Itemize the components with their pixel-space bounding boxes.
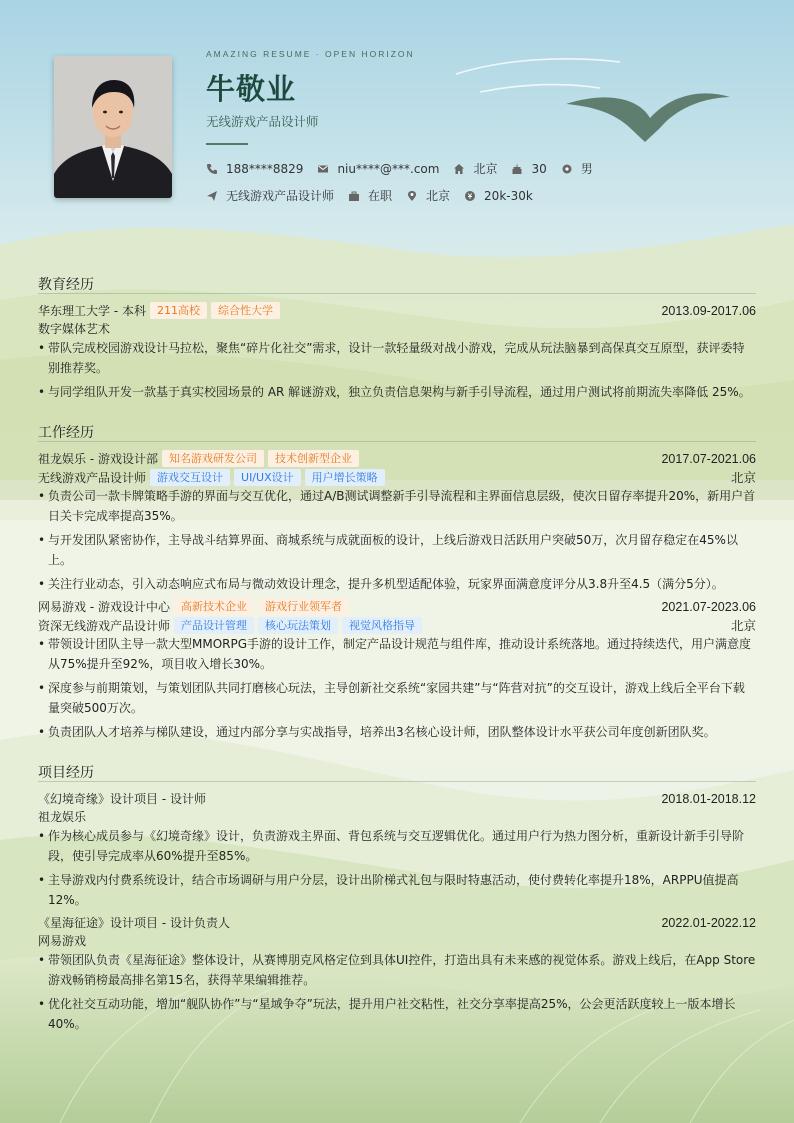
projects-section-title: 项目经历	[38, 765, 94, 781]
gender-item	[561, 160, 593, 177]
location-text: 北京	[426, 189, 451, 203]
phone-text: 188****8829	[226, 161, 304, 176]
school-tag: 综合性大学	[211, 302, 280, 319]
mail-icon	[317, 163, 329, 175]
major-name: 数字媒体艺术	[38, 322, 111, 336]
briefcase-icon	[348, 190, 360, 202]
section-divider	[38, 441, 756, 442]
company-tag: 技术创新型企业	[268, 450, 359, 467]
job-company-row	[38, 450, 756, 467]
project-name: 《星海征途》设计项目 - 设计负责人	[38, 916, 230, 930]
cake-icon	[511, 163, 523, 175]
location-item	[406, 187, 450, 204]
age-text: 30	[531, 161, 547, 176]
contact-row	[206, 160, 607, 177]
section-divider	[38, 293, 756, 294]
home-text: 北京	[473, 162, 498, 176]
money-icon	[464, 190, 476, 202]
phone-icon	[206, 163, 218, 175]
project-org: 网易游戏	[38, 934, 87, 948]
company-name: 祖龙娱乐 - 游戏设计部	[38, 452, 158, 466]
list-item: • 作为核心成员参与《幻境奇缘》设计，负责游戏主界面、背包系统与交互逻辑优化。通过用户行为热力图分析，重新设计新手引导阶段，使引导完成率从60%提升至85%。	[38, 829, 745, 863]
send-icon	[206, 190, 218, 202]
age-item	[511, 162, 546, 176]
job-role-row	[38, 468, 756, 486]
list-item: • 深度参与前期策划，与策划团队共同打磨核心玩法，主导创新社交系统“家园共建”与“阵营对抗”的交互设计，游戏上线后全平台下载量突破500万次。	[38, 681, 745, 715]
intent-item	[206, 187, 334, 204]
section-divider	[38, 781, 756, 782]
school-name: 华东理工大学 - 本科	[38, 304, 146, 318]
status-item	[348, 187, 392, 204]
list-item: • 带领设计团队主导一款大型MMORPG手游的设计工作，制定产品设计规范与组件库，推动设计系统落地。通过持续迭代，用户满意度从75%提升至92%，项目收入增长30%。	[38, 637, 752, 671]
list-item: • 关注行业动态，引入动态响应式布局与微动效设计理念，提升多机型适配体验，玩家界面满意度评分从3.8升至4.5（满分5分）。	[38, 577, 724, 591]
title-underline	[206, 143, 248, 145]
skill-tag: 核心玩法策划	[258, 617, 338, 634]
role-name: 资深无线游戏产品设计师	[38, 618, 171, 633]
portrait-image	[54, 56, 172, 198]
location-icon	[406, 190, 418, 202]
salary-item	[464, 189, 533, 203]
project-org-row	[38, 808, 756, 825]
education-header-row	[38, 302, 756, 319]
company-name: 网易游戏 - 游戏设计中心	[38, 600, 170, 614]
job-company-row	[38, 598, 756, 615]
project-org-row	[38, 932, 756, 949]
school-tag: 211高校	[150, 302, 207, 319]
company-tag: 知名游戏研发公司	[162, 450, 264, 467]
project-header-row	[38, 790, 756, 807]
gender-icon	[561, 163, 573, 175]
major-row	[38, 320, 756, 337]
job-role-row	[38, 616, 756, 634]
list-item: • 带队完成校园游戏设计马拉松，聚焦“碎片化社交”需求，设计一款轻量级对战小游戏，完成从玩法脑暴到高保真交互原型，获评委特别推荐奖。	[38, 341, 745, 375]
project-org: 祖龙娱乐	[38, 810, 87, 824]
home-item	[453, 160, 497, 177]
job-intent-row	[206, 187, 547, 204]
status-text: 在职	[368, 189, 393, 203]
salary-text: 20k-30k	[484, 188, 533, 203]
list-item: • 优化社交互动功能，增加“舰队协作”与“星域争夺”玩法，提升用户社交粘性，社交分享率提高25%，公会更活跃度较上一版本增长40%。	[38, 997, 736, 1031]
skill-tag: 用户增长策略	[305, 469, 385, 486]
skill-tag: 游戏交互设计	[150, 469, 230, 486]
job-period: 2017.07-2021.06	[661, 451, 756, 466]
company-tag: 高新技术企业	[174, 598, 254, 615]
list-item: • 与开发团队紧密协作，主导战斗结算界面、商城系统与成就面板的设计，上线后游戏日活跃用户突破50万，次月留存稳定在45%以上。	[38, 533, 738, 567]
job-city: 北京	[730, 471, 756, 485]
list-item: • 主导游戏内付费系统设计，结合市场调研与用户分层，设计出阶梯式礼包与限时特惠活动，使付费转化率提升18%，ARPPU值提高12%。	[38, 873, 739, 907]
email-text: niu****@***.com	[337, 161, 440, 176]
education-period: 2013.09-2017.06	[661, 303, 756, 318]
company-tag: 游戏行业领军者	[258, 598, 349, 615]
list-item: • 带领团队负责《星海征途》整体设计，从赛博朋克风格定位到具体UI控件，打造出具有未来感的视觉体系。游戏上线后，在App Store游戏畅销榜最高排名第15名，获得苹果编辑推荐。	[38, 953, 756, 987]
avatar	[54, 56, 172, 198]
education-section-title: 教育经历	[38, 277, 94, 293]
tagline: AMAZING RESUME · OPEN HORIZON	[206, 49, 415, 59]
list-item: • 负责团队人才培养与梯队建设，通过内部分享与实战指导，培养出3名核心设计师，团队整体设计水平获公司年度创新团队奖。	[38, 725, 716, 739]
job-city: 北京	[730, 619, 756, 633]
phone-item	[206, 162, 303, 176]
work-section-title: 工作经历	[38, 425, 94, 441]
skill-tag: 产品设计管理	[174, 617, 254, 634]
list-item: • 与同学组队开发一款基于真实校园场景的 AR 解谜游戏，独立负责信息架构与新手引导流程，通过用户测试将前期流失率降低 25%。	[38, 385, 751, 399]
skill-tag: 视觉风格指导	[342, 617, 422, 634]
list-item: • 负责公司一款卡牌策略手游的界面与交互优化，通过A/B测试调整新手引导流程和主界面信息层级，使次日留存率提升20%，新用户首日关卡完成率提高35%。	[38, 489, 756, 523]
email-item	[317, 162, 439, 176]
intent-text: 无线游戏产品设计师	[226, 189, 335, 203]
project-header-row	[38, 914, 756, 931]
project-period: 2022.01-2022.12	[661, 915, 756, 930]
job-title: 无线游戏产品设计师	[206, 114, 319, 129]
project-name: 《幻境奇缘》设计项目 - 设计师	[38, 792, 206, 806]
role-name: 无线游戏产品设计师	[38, 470, 147, 485]
candidate-name: 牛敬业	[206, 72, 297, 106]
home-icon	[453, 163, 465, 175]
gender-text: 男	[580, 162, 593, 176]
job-period: 2021.07-2023.06	[661, 599, 756, 614]
skill-tag: UI/UX设计	[234, 469, 301, 486]
project-period: 2018.01-2018.12	[661, 791, 756, 806]
